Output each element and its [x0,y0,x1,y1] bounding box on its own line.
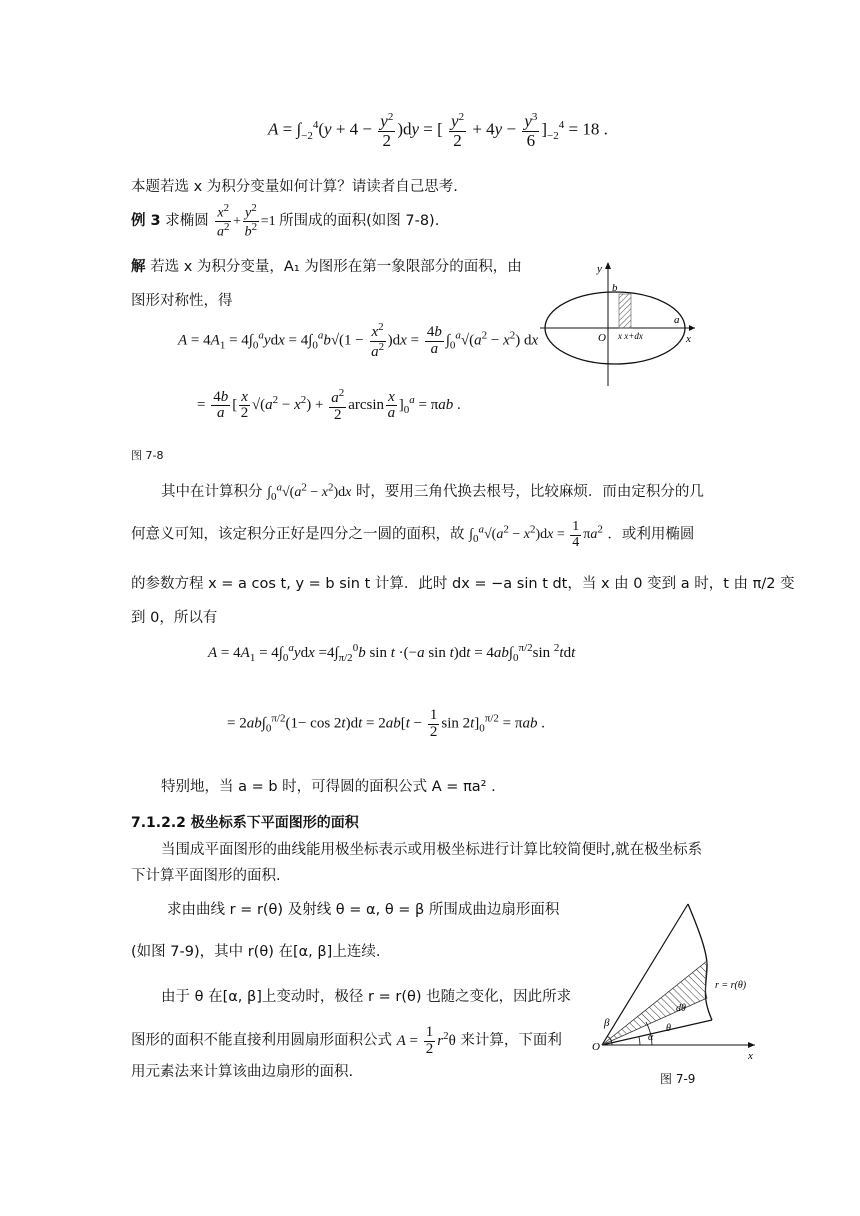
solution-line-1 [131,255,522,276]
theta-2b: 来计算，下面利 [460,1032,562,1049]
equation-param-2: = $2ab\int_0^{\pi/2}(1- \cos 2t)dt = 2ab[t$ − $\frac{1}{2}$ $\sin 2t]_0^{\pi/2} = \pi ab$ . [227,707,545,740]
where-2a: 何意义可知，该定积分正好是四分之一圆的面积，故 [131,526,465,543]
equation-ellipse-1: $A = 4A_1 = 4\int_0^aydx = 4\int_0^ab√(1$ − $\frac{x^2}{a^2}$ )dx = $\frac{4b}{a}$ $\int_0^a√(a^2 - x^2)$ dx [178,321,539,360]
solution-line-2: 图形对称性，得 [131,293,233,309]
figure-7-8-caption: 图 7-8 [131,449,164,462]
paragraph-special: 特别地，当 a = b 时，可得圆的面积公式 A = πa² . [161,779,496,795]
hatched-element [602,961,707,1045]
fig78-x-label: x [686,333,691,345]
equation-area-y: $A = \int_{-2}^4(y + 4$ − $\frac{y^2}{2}$ )dy = [ $\frac{y^2}{2}$ + 4y − $\frac{y^3}{6}$ ]$_{-2}^4 = 18$ . [268,111,608,150]
example-text-b: 所围成的面积(如图 7-8). [279,213,440,230]
paragraph-polar-1: 当围成平面图形的曲线能用极坐标表示或用极坐标进行计算比较简便时,就在极坐标系 [161,842,703,858]
paragraph-where-1: 其中在计算积分 $\int_0^a√(a^2 - x^2)dx$ 时，要用三角代换去根号，比较麻烦．而由定积分的几 [161,481,704,503]
arc-alpha [639,1037,640,1045]
paragraph-theta-2: 图形的面积不能直接利用圆扇形面积公式 A = $\frac{1}{2}$ $r^2\theta$ 来计算，下面利 [131,1024,562,1057]
equation-ellipse-2: = $\frac{4b}{a}$ [ $\frac{x}{2}$ $√(a^2 - x^2)$ + $\frac{a^2}{2}$ arcsin $\frac{x}{a}$ ]$_0^a = \pi ab$ . [197,387,461,423]
paragraph-theta-3: 用元素法来计算该曲边扇形的面积. [131,1064,354,1080]
paragraph-think: 本题若选 x 为积分变量如何计算？请读者自己思考. [131,179,458,195]
paragraph-where-3: 的参数方程 x = a cos t, y = b sin t 计算．此时 dx = −a sin t dt，当 x 由 0 变到 a 时，t 由 π/2 变 [131,576,795,592]
figure-7-9-polar-sector [590,898,760,1063]
fig78-dx-label: x x+dx [618,331,643,341]
paragraph-request-2: (如图 7-9)，其中 r(θ) 在[α, β]上连续. [131,944,381,960]
figure-7-9-caption: 图 7-9 [660,1072,696,1086]
hatched-strip [619,294,631,328]
solution-label: 解 [131,259,146,275]
paragraph-theta-1: 由于 θ 在[α, β]上变动时，极径 r = r(θ) 也随之变化，因此所求 [161,989,572,1005]
where-1a: 其中在计算积分 [161,484,263,500]
fig78-origin-label: O [598,332,606,344]
fig79-theta-label: θ [666,1023,671,1034]
fig79-dtheta-label: dθ [676,1003,686,1014]
theta-2a: 图形的面积不能直接利用圆扇形面积公式 [131,1032,392,1049]
example-3-line: 例 3 求椭圆 $\frac{x^2}{a^2}$ + $\frac{y^2}{b^2}$ =1 所围成的面积(如图 7-8). [131,202,440,240]
example-text-a: 求椭圆 [165,213,209,230]
fig79-curve-label: r = r(θ) [715,980,747,991]
paragraph-polar-2: 下计算平面图形的面积. [131,868,281,884]
fig78-b-label: b [612,282,618,294]
equation-param-1: $A = 4A_1 = 4\int_0^aydx =4\int_{\pi/2}^0b$ sin t ·(−a $\sin t)dt = 4ab\int_0^{\pi/2}\sin$ $^2$tdt [208,642,576,664]
fig78-a-label: a [674,314,680,326]
solution-text: 若选 x 为积分变量，A₁ 为图形在第一象限部分的面积，由 [150,259,522,275]
section-title: 7.1.2.2 极坐标系下平面图形的面积 [131,815,359,831]
fig79-beta-label: β [604,1017,610,1029]
where-1b: 时，要用三角代换去根号，比较麻烦．而由定积分的几 [355,484,704,500]
fig78-y-label: y [597,263,602,275]
paragraph-where-4: 到 0，所以有 [131,610,218,626]
figure-7-8-ellipse [540,258,700,388]
paragraph-request-1: 求由曲线 r = r(θ) 及射线 θ = α, θ = β 所围成曲边扇形面积 [167,902,560,918]
example-label: 例 3 [131,213,161,230]
fig79-origin-label: O [592,1041,600,1053]
where-2b: ．或利用椭圆 [607,526,695,543]
fig79-alpha-label: α [648,1032,654,1043]
fig79-x-label: x [748,1050,753,1062]
paragraph-where-2: 何意义可知，该定积分正好是四分之一圆的面积，故 $\int_0^a√(a^2 - x^2)dx$ = $\frac{1}{4}$ $\pi a^2$ ．或利用椭圆 [131,519,695,550]
